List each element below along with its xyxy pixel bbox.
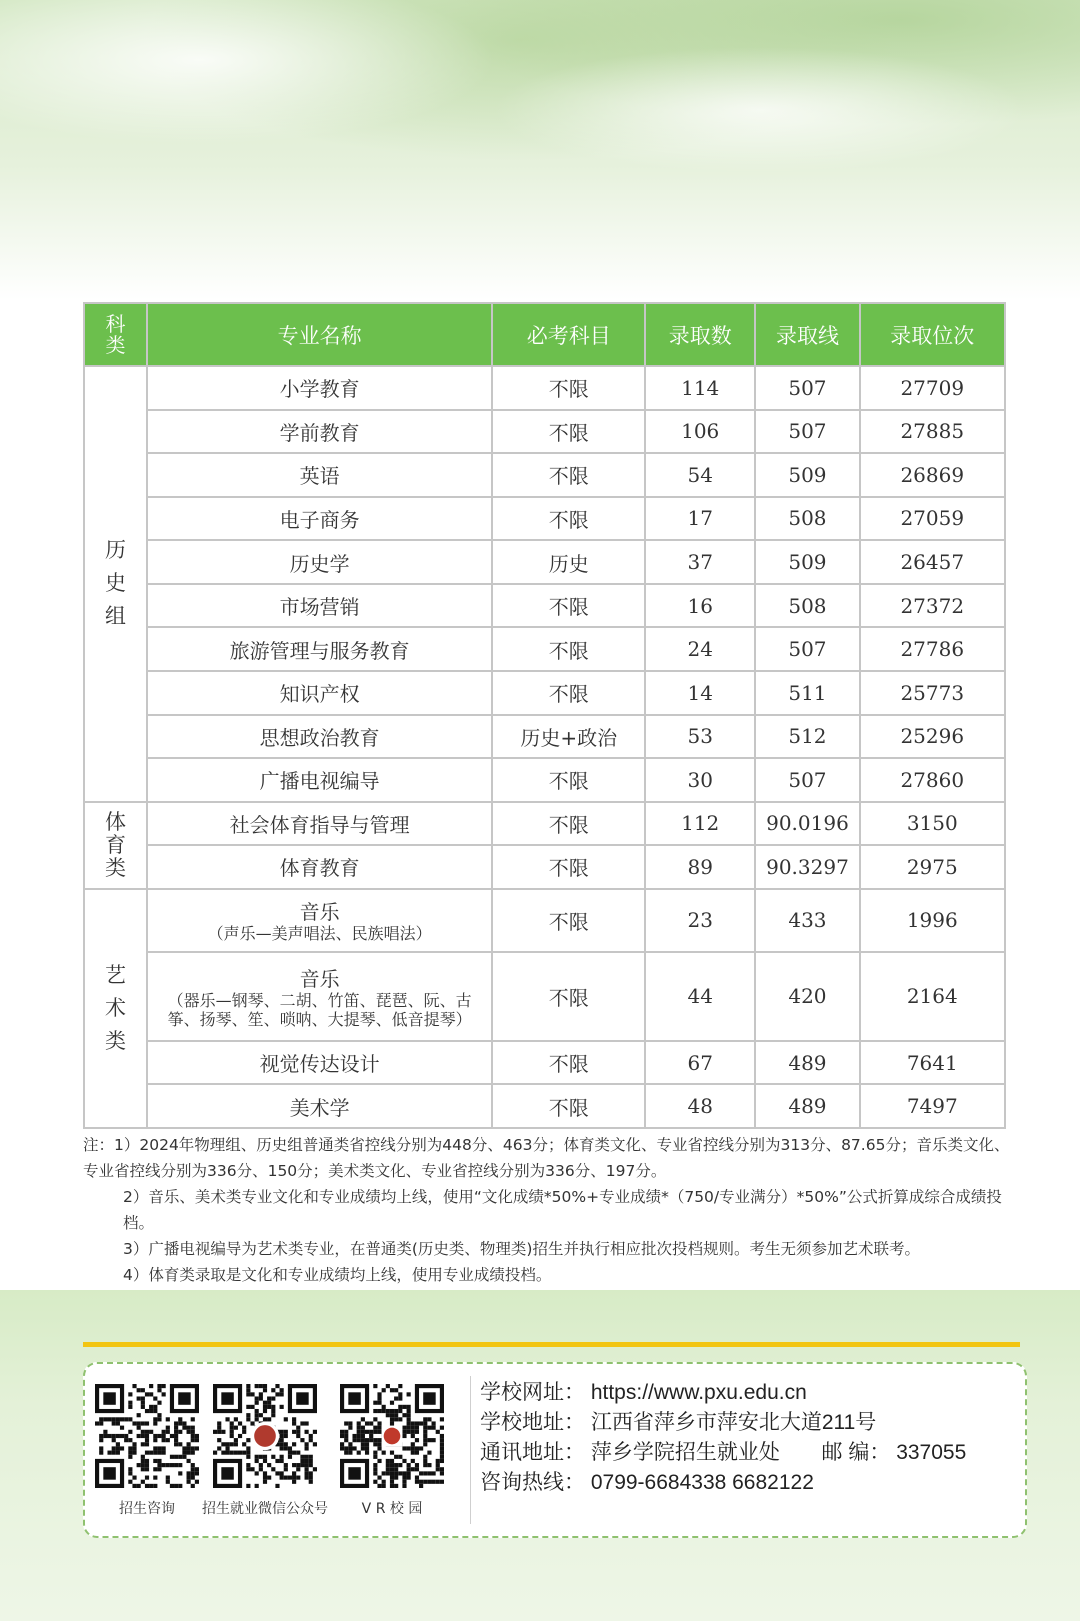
admitted-count-cell: 48 — [645, 1084, 755, 1128]
major-name: 历史学 — [289, 551, 350, 576]
required-subject-cell: 不限 — [492, 627, 645, 671]
admitted-count-cell: 54 — [645, 453, 755, 497]
table-row — [84, 497, 1005, 541]
table-row — [84, 715, 1005, 759]
rank-cell: 27885 — [860, 410, 1005, 454]
major-cell — [147, 366, 493, 410]
admitted-count-cell: 24 — [645, 627, 755, 671]
required-subject-cell: 不限 — [492, 758, 645, 802]
required-subject-cell: 历史 — [492, 540, 645, 584]
table-row — [84, 671, 1005, 715]
major-subtitle: （声乐—美声唱法、民族唱法） — [207, 924, 432, 944]
header-major: 专业名称 — [147, 303, 493, 366]
required-subject-cell: 不限 — [492, 584, 645, 628]
required-subject-cell: 不限 — [492, 1041, 645, 1085]
table-row — [84, 584, 1005, 628]
required-subject-cell: 不限 — [492, 845, 645, 889]
address-line: 学校地址： 江西省萍乡市萍安北大道211号 — [480, 1411, 877, 1434]
category-cell — [84, 366, 147, 802]
hotline-line: 咨询热线： 0799-6684338 6682122 — [480, 1471, 814, 1494]
qr-label-consult: 招生咨询 — [119, 1501, 175, 1517]
score-line-cell: 511 — [755, 671, 859, 715]
major-cell — [147, 497, 493, 541]
major-name: 英语 — [299, 464, 340, 489]
required-subject-cell: 不限 — [492, 802, 645, 846]
header-required-subject: 必考科目 — [492, 303, 645, 366]
rank-cell: 27709 — [860, 366, 1005, 410]
required-subject-cell: 不限 — [492, 671, 645, 715]
header-background — [0, 0, 1080, 300]
table-row — [84, 627, 1005, 671]
major-name: 市场营销 — [279, 595, 360, 620]
rank-cell: 27786 — [860, 627, 1005, 671]
admitted-count-cell: 44 — [645, 952, 755, 1041]
category-label: 体 育 类 — [104, 809, 126, 880]
major-cell — [147, 889, 493, 952]
rank-cell: 7497 — [860, 1084, 1005, 1128]
admitted-count-cell: 14 — [645, 671, 755, 715]
required-subject-cell: 历史+政治 — [492, 715, 645, 759]
score-line-cell: 507 — [755, 366, 859, 410]
major-name: 学前教育 — [279, 420, 360, 445]
major-cell — [147, 802, 493, 846]
rank-cell: 27372 — [860, 584, 1005, 628]
category-cell — [84, 889, 147, 1128]
major-name: 体育教育 — [279, 856, 360, 881]
major-name: 音乐 — [299, 967, 340, 992]
category-cell — [84, 802, 147, 889]
major-subtitle: （器乐—钢琴、二胡、竹笛、琵琶、阮、古筝、扬琴、笙、唢呐、大提琴、低音提琴） — [167, 991, 472, 1029]
score-line-cell: 509 — [755, 453, 859, 497]
vertical-divider — [470, 1376, 471, 1524]
mail-address-line — [480, 1438, 966, 1468]
major-name: 社会体育指导与管理 — [229, 812, 410, 837]
score-line-cell: 507 — [755, 410, 859, 454]
admitted-count-cell: 53 — [645, 715, 755, 759]
note-4: 4）体育类录取是文化和专业成绩均上线，使用专业成绩投档。 — [123, 1266, 552, 1284]
note-1: 注：1）2024年物理组、历史组普通类省控线分别为448分、463分；体育类文化、专业省控线分别为313分、87.65分；音乐类文化、专业省控线分别为336分、150分；美术类文化、专业省控线分别为336分、197分。 — [83, 1136, 1010, 1180]
header-admitted: 录取数 — [645, 303, 755, 366]
major-cell — [147, 671, 493, 715]
major-cell — [147, 845, 493, 889]
required-subject-cell: 不限 — [492, 453, 645, 497]
table-row — [84, 952, 1005, 1041]
major-name: 广播电视编导 — [259, 769, 380, 794]
rank-cell: 26869 — [860, 453, 1005, 497]
required-subject-cell: 不限 — [492, 1084, 645, 1128]
table-row — [84, 366, 1005, 410]
major-name: 小学教育 — [279, 377, 360, 402]
table-row — [84, 410, 1005, 454]
major-cell — [147, 1084, 493, 1128]
table-row — [84, 453, 1005, 497]
major-cell — [147, 410, 493, 454]
admitted-count-cell: 23 — [645, 889, 755, 952]
rank-cell: 2975 — [860, 845, 1005, 889]
table-header-row — [84, 303, 1005, 366]
score-line-cell: 489 — [755, 1084, 859, 1128]
website-line[interactable]: 学校网址： https://www.pxu.edu.cn — [480, 1381, 807, 1404]
major-name: 思想政治教育 — [259, 725, 380, 750]
qr-label-wechat: 招生就业微信公众号 — [202, 1501, 328, 1517]
major-cell — [147, 952, 493, 1041]
required-subject-cell: 不限 — [492, 889, 645, 952]
postcode: 邮 编： 337055 — [821, 1441, 967, 1464]
rank-cell: 27860 — [860, 758, 1005, 802]
note-3: 3）广播电视编导为艺术类专业，在普通类(历史类、物理类)招生并执行相应批次投档规则。考生无须参加艺术联考。 — [123, 1240, 920, 1258]
rank-cell: 2164 — [860, 952, 1005, 1041]
major-name: 旅游管理与服务教育 — [229, 638, 410, 663]
rank-cell: 27059 — [860, 497, 1005, 541]
major-name: 音乐 — [299, 900, 340, 925]
admitted-count-cell: 114 — [645, 366, 755, 410]
notes-section — [83, 1132, 1013, 1288]
score-line-cell: 508 — [755, 584, 859, 628]
major-cell — [147, 540, 493, 584]
major-cell — [147, 1041, 493, 1085]
admitted-count-cell: 89 — [645, 845, 755, 889]
table-row — [84, 1084, 1005, 1128]
table-row — [84, 889, 1005, 952]
admission-table — [83, 302, 1006, 1129]
major-cell — [147, 627, 493, 671]
score-line-cell: 509 — [755, 540, 859, 584]
rank-cell: 25773 — [860, 671, 1005, 715]
category-label: 艺 术 类 — [104, 962, 126, 1053]
score-line-cell: 512 — [755, 715, 859, 759]
admission-table-container — [83, 302, 1006, 1129]
major-name: 电子商务 — [279, 507, 360, 532]
table-row — [84, 802, 1005, 846]
required-subject-cell: 不限 — [492, 366, 645, 410]
score-line-cell: 507 — [755, 758, 859, 802]
divider-bar — [83, 1342, 1020, 1347]
admitted-count-cell: 30 — [645, 758, 755, 802]
major-name: 视觉传达设计 — [259, 1052, 380, 1076]
category-label: 历 史 组 — [104, 538, 126, 629]
note-2: 2）音乐、美术类专业文化和专业成绩均上线，使用“文化成绩*50%+专业成绩*（750/专业满分）*50%”公式折算成综合成绩投档。 — [123, 1188, 1002, 1232]
table-row — [84, 540, 1005, 584]
contact-info-box — [83, 1362, 1027, 1538]
score-line-cell: 420 — [755, 952, 859, 1041]
header-score-line: 录取线 — [755, 303, 859, 366]
rank-cell: 25296 — [860, 715, 1005, 759]
rank-cell: 26457 — [860, 540, 1005, 584]
admitted-count-cell: 37 — [645, 540, 755, 584]
table-row — [84, 1041, 1005, 1085]
required-subject-cell: 不限 — [492, 497, 645, 541]
rank-cell: 7641 — [860, 1041, 1005, 1085]
score-line-cell: 90.0196 — [755, 802, 859, 846]
admitted-count-cell: 16 — [645, 584, 755, 628]
admitted-count-cell: 67 — [645, 1041, 755, 1085]
mail-address: 通讯地址： 萍乡学院招生就业处 — [480, 1441, 780, 1464]
admitted-count-cell: 106 — [645, 410, 755, 454]
score-line-cell: 507 — [755, 627, 859, 671]
required-subject-cell: 不限 — [492, 952, 645, 1041]
major-cell — [147, 758, 493, 802]
qr-code-icon[interactable] — [213, 1384, 317, 1488]
score-line-cell: 433 — [755, 889, 859, 952]
score-line-cell: 90.3297 — [755, 845, 859, 889]
admitted-count-cell: 17 — [645, 497, 755, 541]
header-category: 科 类 — [84, 303, 147, 366]
required-subject-cell: 不限 — [492, 410, 645, 454]
table-row — [84, 845, 1005, 889]
major-cell — [147, 584, 493, 628]
rank-cell: 1996 — [860, 889, 1005, 952]
major-cell — [147, 453, 493, 497]
score-line-cell: 508 — [755, 497, 859, 541]
qr-code-icon[interactable] — [95, 1384, 199, 1488]
header-rank: 录取位次 — [860, 303, 1005, 366]
qr-code-icon[interactable] — [340, 1384, 444, 1488]
score-line-cell: 489 — [755, 1041, 859, 1085]
admitted-count-cell: 112 — [645, 802, 755, 846]
major-cell — [147, 715, 493, 759]
major-name: 知识产权 — [279, 682, 360, 707]
major-name: 美术学 — [289, 1095, 350, 1120]
rank-cell: 3150 — [860, 802, 1005, 846]
qr-label-vr: V R 校 园 — [361, 1501, 423, 1517]
contact-details — [480, 1378, 966, 1498]
table-row — [84, 758, 1005, 802]
